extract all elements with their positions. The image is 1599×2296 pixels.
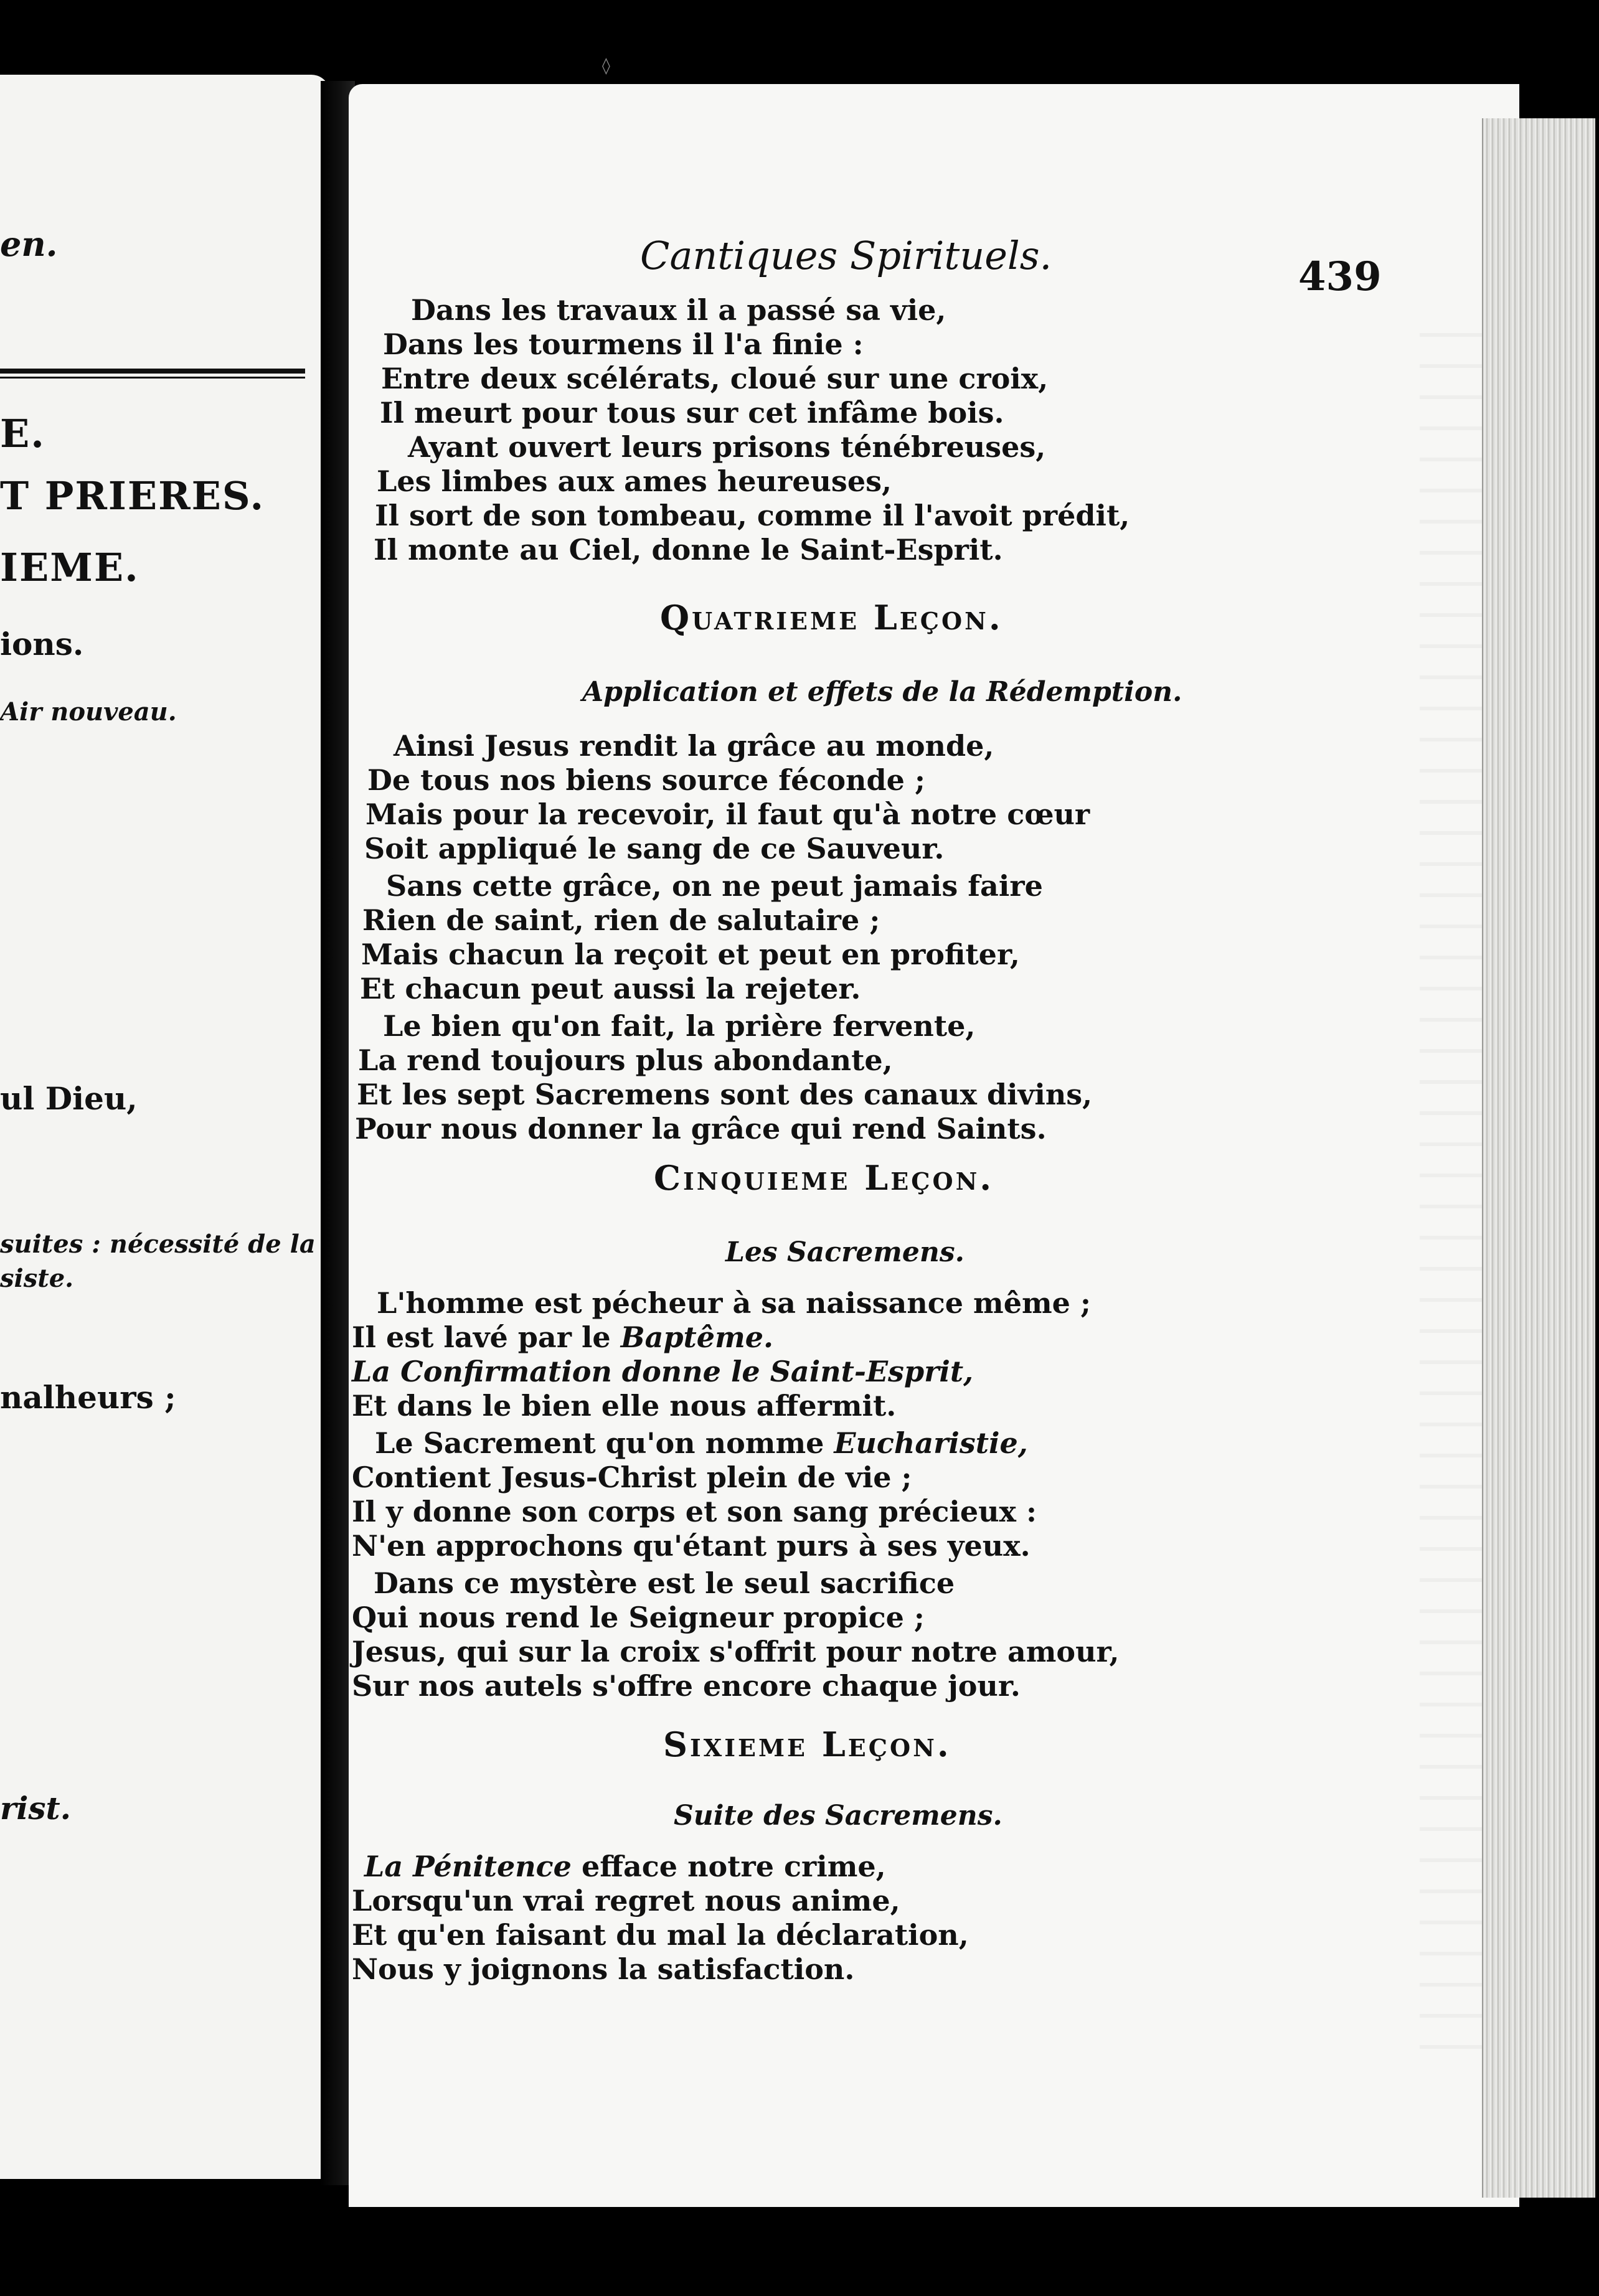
verse-line: Sans cette grâce, on ne peut jamais faire [386,869,1043,903]
binding-ornament-icon: ◊ [602,57,610,75]
verse-line: Entre deux scélérats, cloué sur une croix, [381,362,1049,395]
verse-line: Ainsi Jesus rendit la grâce au monde, [394,729,994,763]
verse-line: Il monte au Ciel, donne le Saint-Esprit. [374,533,1003,567]
verse-line: Soit appliqué le sang de ce Sauveur. [364,832,945,865]
verse-line: Il meurt pour tous sur cet infâme bois. [380,396,1004,430]
verse-line: Le bien qu'on fait, la prière fervente, [383,1009,976,1043]
page-number: 439 [1298,253,1382,300]
running-head: Cantiques Spirituels. [640,233,1052,278]
verse-line: Lorsqu'un vrai regret nous anime, [352,1884,900,1917]
verse-line: Dans ce mystère est le seul sacrifice [374,1566,955,1600]
left-page-fragment: T PRIERES. [0,473,265,519]
section-subtitle: Application et effets de la Rédemption. [582,676,1182,708]
section-subtitle: Les Sacremens. [725,1236,965,1268]
verse-line: Il y donne son corps et son sang précieux : [352,1495,1037,1528]
right-page [349,84,1519,2207]
verse-line: Mais pour la recevoir, il faut qu'à notre cœur [366,797,1090,831]
verse-line: Dans les tourmens il l'a finie : [383,327,864,361]
verse-line: Il est lavé par le Baptême. [352,1320,774,1354]
left-page-fragment: rist. [0,1790,71,1827]
left-page-fragment: nalheurs ; [0,1379,176,1416]
verse-line: L'homme est pécheur à sa naissance même ; [377,1286,1091,1320]
section-title: Quatrieme Leçon. [660,598,1003,638]
verse-line: Et qu'en faisant du mal la déclaration, [352,1918,969,1952]
verse-line: Les limbes aux ames heureuses, [377,464,892,498]
section-title: Cinquieme Leçon. [654,1158,994,1198]
verse-line: Et chacun peut aussi la rejeter. [360,972,861,1005]
page-edges [1482,118,1595,2198]
verse-line: Il sort de son tombeau, comme il l'avoit prédit, [375,499,1130,532]
left-page-header-rule [0,369,305,379]
verse-line: Dans les travaux il a passé sa vie, [411,293,946,327]
verse-line: De tous nos biens source féconde ; [367,763,925,797]
verse-line: Le Sacrement qu'on nomme Eucharistie, [375,1426,1028,1460]
section-title: Sixieme Leçon. [663,1724,951,1764]
verse-line: Contient Jesus-Christ plein de vie ; [352,1461,912,1494]
verse-line: Mais chacun la reçoit et peut en profiter, [361,938,1020,971]
left-page-fragment: en. [0,224,58,264]
left-page-fragment: ul Dieu, [0,1080,138,1117]
verse-line: Pour nous donner la grâce qui rend Saints. [355,1112,1047,1146]
section-subtitle: Suite des Sacremens. [674,1800,1002,1832]
left-page-fragment: ions. [0,626,84,662]
verse-line: Sur nos autels s'offre encore chaque jour. [352,1669,1021,1703]
verse-line: Jesus, qui sur la croix s'offrit pour notre amour, [352,1635,1120,1668]
verse-line: Rien de saint, rien de salutaire ; [362,903,880,937]
verse-line: N'en approchons qu'étant purs à ses yeux. [352,1529,1031,1563]
verse-line: Et les sept Sacremens sont des canaux divins, [357,1078,1093,1111]
left-page-fragment: suites : nécessité de la [0,1230,316,1259]
left-page-fragment: Air nouveau. [0,697,177,727]
left-facing-page [0,75,330,2179]
left-page-fragment: E. [0,411,45,456]
verse-line: Ayant ouvert leurs prisons ténébreuses, [408,430,1046,464]
left-page-fragment: IEME. [0,545,139,590]
verse-line: La Pénitence efface notre crime, [364,1850,886,1883]
verse-line: Qui nous rend le Seigneur propice ; [352,1601,925,1634]
left-page-fragment: siste. [0,1264,74,1293]
verse-line: La rend toujours plus abondante, [358,1043,893,1077]
verse-line: Et dans le bien elle nous affermit. [352,1389,897,1423]
verse-line: Nous y joignons la satisfaction. [352,1952,855,1986]
verse-line: La Confirmation donne le Saint-Esprit, [352,1355,974,1388]
